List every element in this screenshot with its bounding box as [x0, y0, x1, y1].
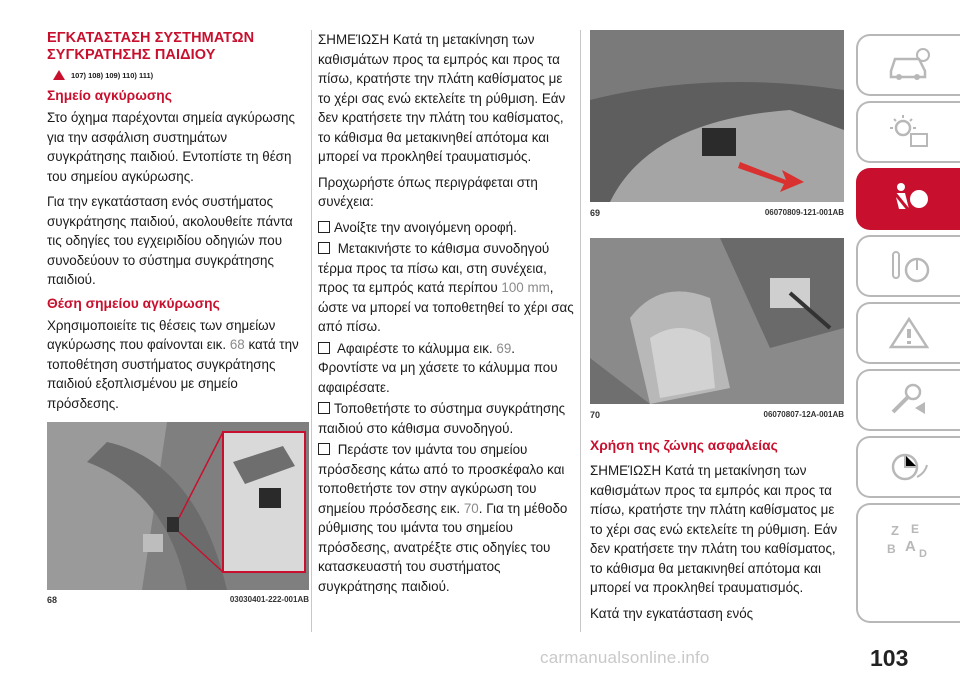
svg-text:Z: Z: [891, 523, 899, 538]
section-title: [47, 30, 309, 64]
seat-cover-illustration: [590, 30, 844, 202]
warning-triangle-icon: [53, 70, 65, 80]
figure-code: 06070807-12A-001AB: [763, 410, 844, 419]
text: , ώστε να μπορεί να τοποθετηθεί το χέρι σας από πίσω.: [318, 280, 574, 334]
warning-emergency-icon: [885, 313, 933, 353]
warning-numbers: 107) 108) 109) 110) 111): [71, 70, 154, 80]
bullet-item: [318, 239, 576, 337]
subheading-seat-belt: Χρήση της ζώνης ασφαλείας: [590, 438, 778, 453]
figure-link[interactable]: 69: [496, 340, 512, 356]
tab-maintenance[interactable]: [856, 369, 960, 431]
tab-index[interactable]: [856, 503, 960, 623]
subheading-anchor-point: Σημείο αγκύρωσης: [47, 88, 172, 103]
paragraph: Για την εγκατάσταση ενός συστήματος συγκράτησης παιδιού, ακολουθείτε πάντα τις οδηγίες του εγχειριδίου οδηγιών που συνοδεύουν το σύστημα συγκράτησης παιδιού.: [47, 194, 293, 287]
tab-emergency[interactable]: [856, 302, 960, 364]
paragraph: Προχωρήστε όπως περιγράφεται στη συνέχεια:: [318, 174, 538, 209]
section-title-line2: ΣΥΓΚΡΑΤΗΣΗΣ ΠΑΙΔΙΟΥ: [47, 47, 216, 63]
page-number: 103: [870, 645, 909, 671]
dashboard-lights-icon: [885, 112, 933, 152]
figure-number: 68: [47, 595, 58, 605]
figure-68-image: [47, 422, 309, 590]
subheading-anchor-position: Θέση σημείου αγκύρωσης: [47, 295, 220, 311]
measurement: 100 mm: [501, 280, 550, 295]
figure-69-image: [590, 30, 844, 202]
column-3-text: [590, 438, 844, 629]
bullet-item: Ανοίξτε την ανοιγόμενη οροφή.: [318, 218, 576, 238]
safety-airbag-icon: [885, 179, 933, 219]
text: Περάστε τον ιμάντα του σημείου πρόσδεσης κάτω από το προσκέφαλο και τοποθετήστε τον στην αγκύρωση του σημείου πρόσδεσης εικ.: [318, 442, 565, 516]
figure-69-caption: [590, 208, 844, 218]
child-seat-illustration: [590, 238, 844, 404]
column-1: [47, 30, 309, 419]
technical-data-icon: [885, 447, 933, 487]
paragraph: Στο όχημα παρέχονται σημεία αγκύρωσης για την ασφάλιση συστημάτων συγκράτησης παιδιού. Εντοπίστε τη θέση του σημείου αγκύρωσης.: [47, 110, 295, 184]
warning-references: [53, 70, 309, 80]
text: Αφαιρέστε το κάλυμμα εικ.: [336, 340, 493, 356]
bullet-item: [318, 440, 576, 596]
paragraph-note: ΣΗΜΕΊΩΣΗ Κατά τη μετακίνηση των καθισμάτων προς τα εμπρός και προς τα πίσω, κρατήστε την πλάτη καθίσματος με το χέρι σας ενώ εκτελείτε τη ρύθμιση. Εάν δεν κρατήσετε την πλάτη του καθίσματος, το κάθισμα θα μετακινηθεί απότομα και μπορεί να προκληθεί τραυματισμός.: [318, 32, 566, 164]
index-icon: [885, 519, 933, 559]
svg-text:A: A: [905, 538, 916, 555]
figure-70-caption: [590, 410, 844, 420]
paragraph: [47, 316, 309, 414]
text: . Φροντίστε να μη χάσετε το κάλυμμα που αφαιρέσατε.: [318, 340, 558, 395]
section-title-line1: ΕΓΚΑΤΑΣΤΑΣΗ ΣΥΣΤΗΜΑΤΩΝ: [47, 30, 255, 46]
figure-number: 69: [590, 208, 601, 218]
watermark: carmanualsonline.info: [540, 648, 710, 667]
tab-starting-driving[interactable]: [856, 235, 960, 297]
text: Χρησιμοποιείτε τις θέσεις των σημείων αγκύρωσης που φαίνονται εικ.: [47, 317, 276, 352]
svg-text:B: B: [887, 542, 896, 556]
paragraph-note: ΣΗΜΕΊΩΣΗ Κατά τη μετακίνηση των καθισμάτων προς τα εμπρός και προς τα πίσω, κρατήστε την πλάτη καθίσματος με το χέρι σας ενώ εκτελείτε τη ρύθμιση. Εάν δεν κρατήσετε την πλάτη του καθίσματος, το κάθισμα θα μετακινηθεί απότομα και μπορεί να προκληθεί τραυματισμός.: [590, 463, 838, 595]
text: . Για τη μέθοδο ρύθμισης του ιμάντα του σημείου πρόσδεσης, ανατρέξτε στις οδηγίες του κατασκευαστή του συστήματος συγκράτησης παιδιού.: [318, 500, 568, 594]
paragraph: Κατά την εγκατάσταση ενός: [590, 605, 754, 621]
svg-text:E: E: [911, 522, 920, 536]
column-2: [318, 30, 576, 602]
tab-technical-data[interactable]: [856, 436, 960, 498]
figure-68-caption: [47, 595, 309, 605]
seat-anchor-illustration: [47, 422, 309, 590]
bullet-item: Τοποθετήστε το σύστημα συγκράτησης παιδιού στο κάθισμα συνοδηγού.: [318, 399, 576, 438]
figure-70-image: [590, 238, 844, 404]
bullet-item: [318, 339, 576, 398]
maintenance-icon: [885, 380, 933, 420]
text: κατά την τοποθέτηση συστήματος συγκράτησης παιδιού εξοπλισμένου με σημείο πρόσδεσης.: [47, 337, 299, 411]
figure-code: 06070809-121-001AB: [764, 208, 844, 217]
column-divider-1: [311, 30, 312, 632]
text: Μετακινήστε το κάθισμα συνοδηγού τέρμα προς τα πίσω και, στη συνέχεια, προς τα εμπρός κατά περίπου: [318, 241, 550, 295]
starting-driving-icon: [885, 246, 933, 286]
column-divider-2: [580, 30, 581, 632]
figure-link[interactable]: 68: [229, 337, 245, 352]
svg-text:D: D: [919, 548, 927, 559]
figure-code: 03030401-222-001AB: [229, 595, 309, 604]
car-info-icon: [885, 45, 933, 85]
tab-safety[interactable]: [856, 168, 960, 230]
tab-dashboard[interactable]: [856, 101, 960, 163]
figure-number: 70: [590, 410, 601, 420]
figure-link[interactable]: 70: [463, 500, 479, 516]
tab-car-info[interactable]: [856, 34, 960, 96]
